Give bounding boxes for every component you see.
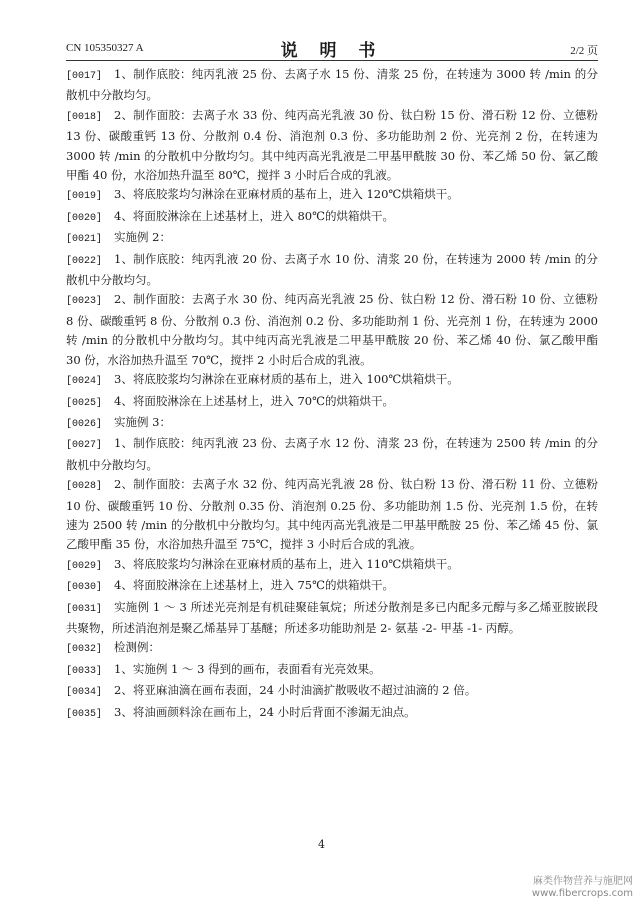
paragraph-text: 3、将底胶浆均匀淋涂在亚麻材质的基布上，进入 110℃烘箱烘干。 [114, 556, 459, 571]
site-watermark [532, 876, 633, 900]
paragraph-number: [0023] [66, 296, 103, 308]
paragraph-number: [0027] [66, 440, 103, 452]
paragraph [66, 228, 598, 249]
paragraph-number: [0020] [66, 212, 103, 224]
paragraph-number: [0033] [66, 665, 103, 677]
paragraph-number: [0024] [66, 376, 103, 388]
paragraph [66, 392, 598, 413]
paragraph-text: 3、将油画颜料涂在画布上，24 小时后背面不渗漏无油点。 [114, 704, 416, 719]
paragraph [66, 660, 598, 681]
paragraph-text: 2、将亚麻油滴在画布表面，24 小时油滴扩散吸收不超过油滴的 2 倍。 [114, 683, 477, 698]
paragraph-number: [0025] [66, 397, 103, 409]
paragraph [66, 434, 598, 475]
paragraph-text: 4、将面胶淋涂在上述基材上，进入 75℃的烘箱烘干。 [114, 578, 394, 593]
paragraph-number: [0017] [66, 71, 103, 82]
paragraph [66, 703, 598, 724]
paragraph [66, 555, 598, 576]
paragraph [66, 475, 598, 555]
page-info: 2/2 页 [570, 45, 598, 57]
paragraph [66, 207, 598, 228]
paragraph [66, 250, 598, 291]
paragraph-text: 3、将底胶浆均匀淋涂在亚麻材质的基布上，进入 120℃烘箱烘干。 [114, 187, 459, 202]
paragraph [66, 185, 598, 206]
document-body [66, 65, 598, 724]
paragraph [66, 598, 598, 639]
paragraph-text: 3、将底胶浆均匀淋涂在亚麻材质的基布上，进入 100℃烘箱烘干。 [114, 372, 459, 387]
paragraph-text: 实施例 3： [114, 414, 171, 429]
paragraph-number: [0022] [66, 255, 103, 267]
paragraph-number: [0018] [66, 111, 103, 123]
header-divider [66, 60, 598, 61]
page-number: 4 [318, 838, 325, 851]
paragraph-text: 2、制作面胶：去离子水 30 份、纯丙高光乳液 25 份、钛白粉 12 份、滑石粉 10 份、立德粉 8 份、碳酸重钙 8 份、分散剂 0.3 份、消泡剂 0.2 份、多功能助剂 1 份、光亮剂 1 份，在转速为 2000 转 /min 的分散机中分散均匀。其中纯丙高光乳液是二甲基甲酰胺 20 份、苯乙烯 40 份、氯乙酸甲酯 30 份，水浴加热升温至 70℃，搅拌 2 小时后合成的乳液。 [66, 292, 598, 367]
paragraph-text: 4、将面胶淋涂在上述基材上，进入 70℃的烘箱烘干。 [114, 393, 394, 408]
paragraph-text: 2、制作面胶：去离子水 32 份、纯丙高光乳液 28 份、钛白粉 13 份、滑石粉 11 份、立德粉 10 份、碳酸重钙 10 份、分散剂 0.35 份、消泡剂 0.25 份、多功能助剂 1.5 份、光亮剂 1.5 份，在转速为 2500 转 /min 的分散机中分散均匀。其中纯丙高光乳液是二甲基甲酰胺 25 份、苯乙烯 45 份、氯乙酸甲酯 35 份，水浴加热升温至 75℃，搅拌 3 小时后合成的乳液。 [66, 477, 598, 552]
paragraph-text: 4、将面胶淋涂在上述基材上，进入 80℃的烘箱烘干。 [114, 208, 394, 223]
paragraph [66, 413, 598, 434]
paragraph [66, 290, 598, 370]
paragraph-text: 1、实施例 1 ～ 3 得到的画布，表面看有光亮效果。 [114, 661, 381, 676]
paragraph-number: [0031] [66, 603, 103, 615]
paragraph-number: [0028] [66, 481, 103, 493]
paragraph-text: 检测例： [114, 640, 161, 655]
paragraph-text: 2、制作面胶：去离子水 33 份、纯丙高光乳液 30 份、钛白粉 15 份、滑石粉 12 份、立德粉 13 份、碳酸重钙 13 份、分散剂 0.4 份、消泡剂 0.3 份、多功能助剂 2 份、光亮剂 2 份，在转速为 3000 转 /min 的分散机中分散均匀。其中纯丙高光乳液是二甲基甲酰胺 30 份、苯乙烯 50 份、氯乙酸甲酯 40 份，水浴加热升温至 80℃，搅拌 3 小时后合成的乳液。 [66, 107, 598, 183]
paragraph-number: [0035] [66, 708, 103, 720]
paragraph-text: 实施例 1 ～ 3 所述光亮剂是有机硅聚硅氧烷；所述分散剂是多已内配多元醇与多乙烯亚胺嵌段共聚物，所述消泡剂是聚乙烯基异丁基醚；所述多功能助剂是 2- 氨基 -2- 甲基 -1- 丙醇。 [66, 599, 598, 635]
watermark-line-2: www.fibercrops.com [531, 888, 633, 899]
paragraph [66, 681, 598, 702]
paragraph-number: [0034] [66, 687, 103, 699]
paragraph-number: [0030] [66, 582, 103, 594]
paragraph [66, 576, 598, 597]
paragraph-text: 1、制作底胶：纯丙乳液 23 份、去离子水 12 份、清浆 23 份，在转速为 2500 转 /min 的分散机中分散均匀。 [66, 436, 598, 472]
paragraph-number: [0026] [66, 418, 103, 430]
paragraph-number: [0029] [66, 560, 103, 572]
watermark-line-1: 麻类作物营养与施肥网 [533, 876, 633, 887]
paragraph [66, 370, 598, 391]
paragraph [66, 65, 598, 106]
patent-number: CN 105350327 A [66, 42, 144, 54]
paragraph-text: 1、制作底胶：纯丙乳液 25 份、去离子水 15 份、清浆 25 份，在转速为 3000 转 /min 的分散机中分散均匀。 [66, 67, 598, 103]
document-title: 说 明 书 [280, 41, 384, 61]
paragraph-number: [0021] [66, 234, 103, 246]
paragraph-number: [0032] [66, 644, 103, 656]
paragraph [66, 638, 598, 659]
page-header [66, 36, 598, 61]
paragraph-text: 1、制作底胶：纯丙乳液 20 份、去离子水 10 份、清浆 20 份，在转速为 2000 转 /min 的分散机中分散均匀。 [66, 251, 598, 288]
paragraph-number: [0019] [66, 191, 103, 203]
paragraph-text: 实施例 2： [114, 230, 171, 245]
paragraph [66, 106, 598, 186]
